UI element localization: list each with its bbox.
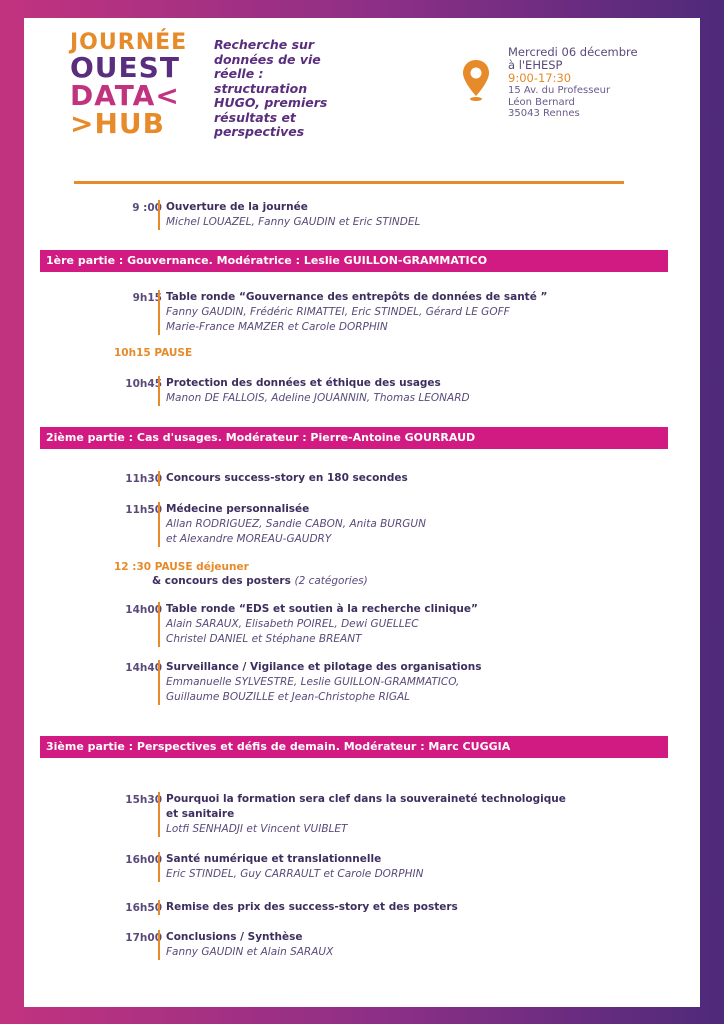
- agenda-speakers: Michel LOUAZEL, Fanny GAUDIN et Eric STINDEL: [166, 216, 421, 228]
- event-venue: à l'EHESP: [508, 58, 563, 72]
- agenda-entry: [158, 502, 426, 547]
- event-subtitle: [214, 38, 344, 140]
- agenda-entry: [158, 852, 423, 882]
- agenda-speakers: Guillaume BOUZILLE et Jean-Christophe RIGAL: [166, 691, 411, 703]
- agenda-title: Santé numérique et translationnelle: [166, 853, 382, 865]
- agenda-time: 11h50: [125, 504, 162, 516]
- pause-label: 12 :30 PAUSE déjeuner: [114, 561, 249, 573]
- agenda-entry: [158, 792, 566, 837]
- agenda-title: Table ronde “EDS et soutien à la recherche clinique”: [166, 603, 478, 615]
- agenda-speakers: et Alexandre MOREAU-GAUDRY: [166, 533, 332, 545]
- agenda-title: Ouverture de la journée: [166, 201, 308, 213]
- agenda-speakers: Allan RODRIGUEZ, Sandie CABON, Anita BURGUN: [166, 518, 426, 530]
- header-divider: [74, 181, 624, 184]
- agenda-time: 9 :00: [132, 202, 162, 214]
- agenda-title: Médecine personnalisée: [166, 503, 310, 515]
- pause-sub-label: & concours des posters: [152, 575, 291, 587]
- agenda-title: et sanitaire: [166, 808, 235, 820]
- agenda-speakers: Marie-France MAMZER et Carole DORPHIN: [166, 321, 388, 333]
- agenda-speakers: Eric STINDEL, Guy CARRAULT et Carole DORPHIN: [166, 868, 424, 880]
- subtitle-line: réelle :: [214, 66, 264, 81]
- location-pin-icon: [461, 58, 491, 102]
- pause-label: 10h15 PAUSE: [114, 347, 193, 359]
- address-line: 15 Av. du Professeur: [508, 85, 611, 96]
- event-hours: 9:00-17:30: [508, 71, 572, 85]
- agenda-speakers: Lotfi SENHADJI et Vincent VUIBLET: [166, 823, 348, 835]
- agenda-time: 16h50: [125, 902, 162, 914]
- agenda-title: Conclusions / Synthèse: [166, 931, 303, 943]
- logo-line-4: >HUB: [70, 107, 165, 140]
- event-date: Mercredi 06 décembre: [508, 45, 638, 59]
- agenda-title: Remise des prix des success-story et des posters: [166, 901, 458, 913]
- agenda-title: Table ronde “Gouvernance des entrepôts de données de santé ”: [166, 291, 548, 303]
- agenda-speakers: Alain SARAUX, Elisabeth POIREL, Dewi GUELLEC: [166, 618, 419, 630]
- agenda-entry: [158, 930, 333, 960]
- agenda-entry: [158, 660, 481, 705]
- logo-line-2: OUEST: [70, 51, 180, 84]
- pause-sub: [114, 574, 368, 588]
- subtitle-line: Recherche sur: [214, 37, 315, 52]
- logo-line-1: JOURNÉE: [70, 30, 188, 55]
- agenda-entry: [158, 471, 408, 486]
- agenda-time: 17h00: [125, 932, 162, 944]
- agenda-speakers: Manon DE FALLOIS, Adeline JOUANNIN, Thomas LEONARD: [166, 392, 470, 404]
- agenda-title: Pourquoi la formation sera clef dans la souveraineté technologique: [166, 793, 566, 805]
- section-band-part3: 3ième partie : Perspectives et défis de demain. Modérateur : Marc CUGGIA: [40, 736, 668, 758]
- section-band-part2: 2ième partie : Cas d'usages. Modérateur : Pierre-Antoine GOURRAUD: [40, 427, 668, 449]
- agenda-entry: [158, 200, 420, 230]
- event-info: [508, 46, 688, 120]
- agenda-entry: [158, 602, 478, 647]
- agenda-speakers: Fanny GAUDIN, Frédéric RIMATTEI, Eric STINDEL, Gérard LE GOFF: [166, 306, 510, 318]
- agenda-time: 14h00: [125, 604, 162, 616]
- agenda-title: Protection des données et éthique des usages: [166, 377, 441, 389]
- agenda-speakers: Fanny GAUDIN et Alain SARAUX: [166, 946, 334, 958]
- agenda-time: 9h15: [132, 292, 162, 304]
- subtitle-line: résultats et: [214, 109, 296, 125]
- agenda-time: 10h45: [125, 378, 162, 390]
- agenda-time: 14h40: [125, 662, 162, 674]
- subtitle-line: HUGO, premiers: [214, 95, 328, 110]
- agenda-speakers: Christel DANIEL et Stéphane BREANT: [166, 633, 362, 645]
- section-band-part1: 1ère partie : Gouvernance. Modératrice : Leslie GUILLON-GRAMMATICO: [40, 250, 668, 272]
- agenda-speakers: Emmanuelle SYLVESTRE, Leslie GUILLON-GRAMMATICO,: [166, 676, 460, 688]
- address-line: 35043 Rennes: [508, 108, 580, 119]
- logo: [70, 32, 190, 138]
- agenda-title: Surveillance / Vigilance et pilotage des organisations: [166, 661, 482, 673]
- agenda-entry: [158, 290, 547, 335]
- agenda-entry: [158, 376, 470, 406]
- logo-line-3: DATA<: [70, 79, 180, 112]
- agenda-entry: [158, 900, 458, 915]
- agenda-time: 11h30: [125, 473, 162, 485]
- agenda-time: 15h30: [125, 794, 162, 806]
- agenda-time: 16h00: [125, 854, 162, 866]
- subtitle-line: données de vie: [214, 51, 321, 67]
- program-page: [24, 18, 700, 1007]
- pause-sub-note: (2 catégories): [294, 575, 368, 587]
- subtitle-line: perspectives: [214, 124, 305, 139]
- address-line: Léon Bernard: [508, 96, 575, 108]
- subtitle-line: structuration: [214, 80, 308, 96]
- pause-lunch: [114, 560, 368, 588]
- agenda-title: Concours success-story en 180 secondes: [166, 472, 408, 484]
